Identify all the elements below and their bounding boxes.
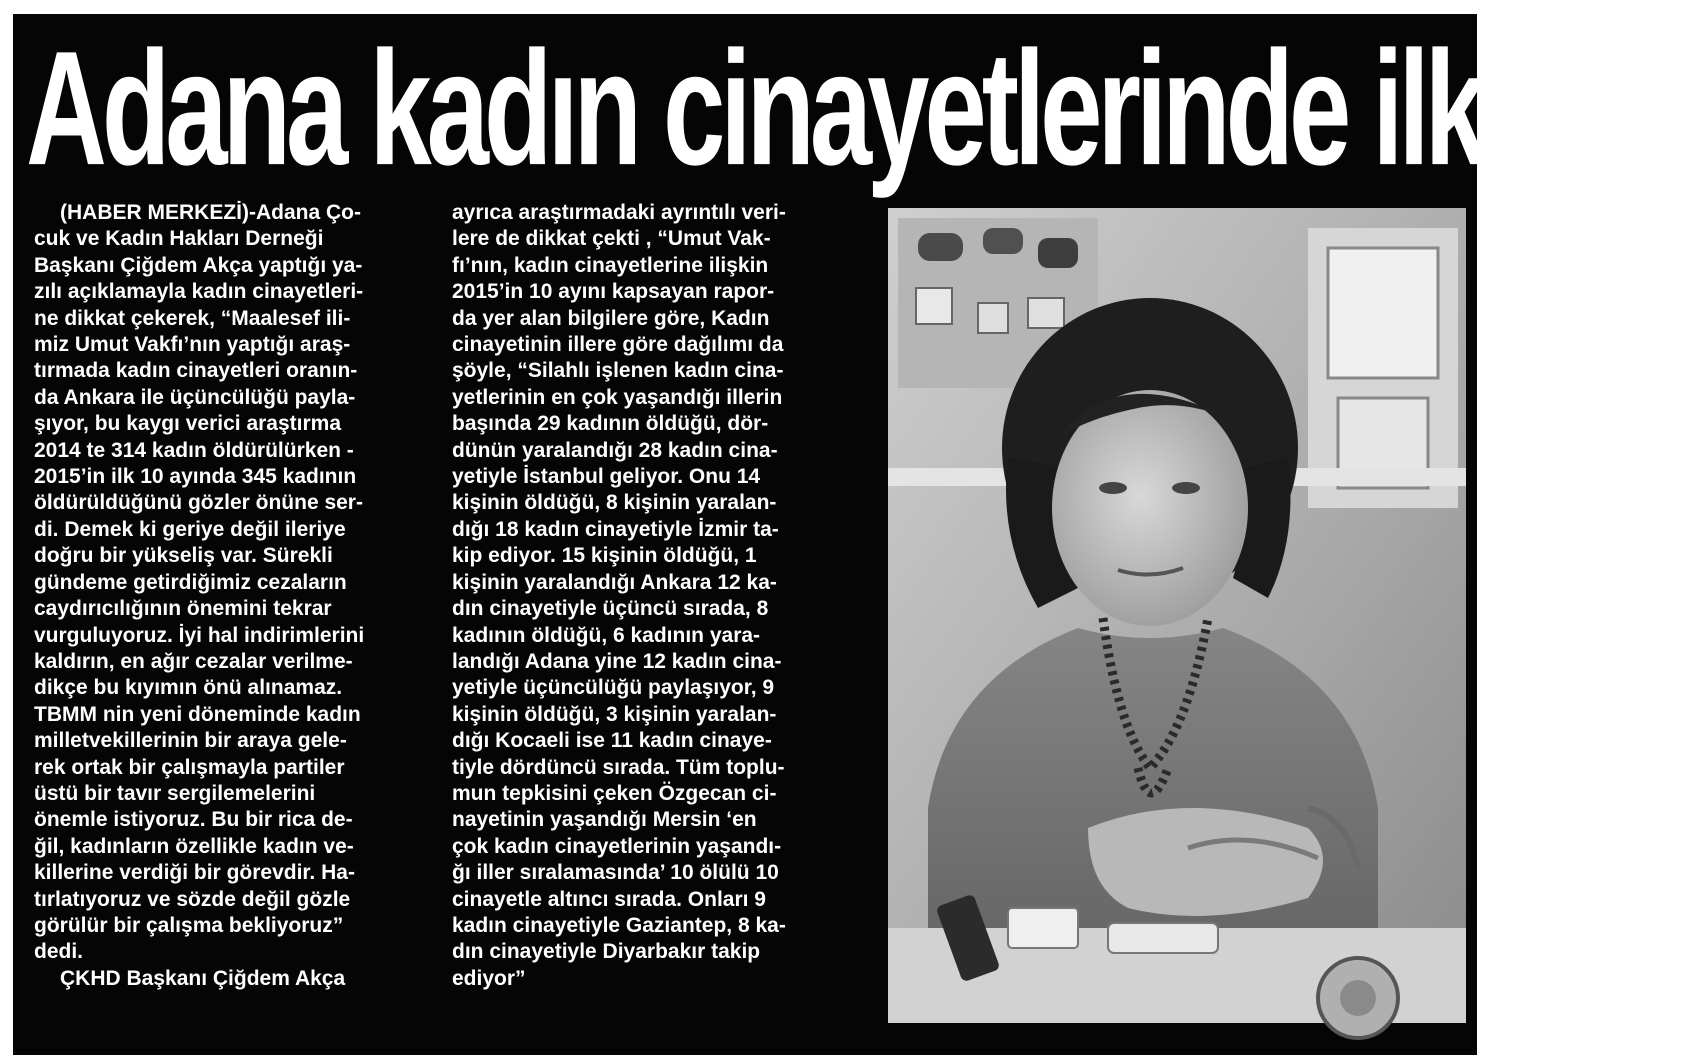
text-line: çok kadın cinayetlerinin yaşandı- <box>452 834 782 858</box>
text-line: killerine verdiği bir görevdir. Ha- <box>34 861 355 885</box>
paragraph-1 <box>34 200 404 966</box>
text-line: (HABER MERKEZİ)-Adana Ço- <box>60 201 361 224</box>
text-line: 2015’in ilk 10 ayında 345 kadının <box>34 465 357 489</box>
text-line: şöyle, “Silahlı işlenen kadın cina- <box>452 359 784 383</box>
text-line: tırlatıyoruz ve sözde değil gözle <box>34 887 351 911</box>
text-line: cinayetinin illere göre dağılımı da <box>452 333 784 357</box>
headline: Adana kadın cinayetlerinde ilk 3’te <box>26 17 1681 199</box>
text-line: dikçe bu kıyımın önü alınamaz. <box>34 676 343 700</box>
text-line: lere de dikkat çekti , “Umut Vak- <box>452 227 771 251</box>
text-line: dedi. <box>34 940 84 964</box>
text-line: zılı açıklamayla kadın cinayetleri- <box>34 280 364 304</box>
text-line: öldürüldüğünü gözler önüne ser- <box>34 491 363 515</box>
text-line: ediyor” <box>452 966 526 990</box>
text-line: ne dikkat çekerek, “Maalesef ili- <box>34 306 351 330</box>
text-line: Başkanı Çiğdem Akça yaptığı ya- <box>34 253 363 277</box>
text-line: milletvekillerinin bir araya gele- <box>34 729 347 753</box>
text-line: nayetinin yaşandığı Mersin ‘en <box>452 808 757 832</box>
paragraph-2 <box>34 966 404 992</box>
text-line: ğil, kadınların özellikle kadın ve- <box>34 834 354 858</box>
text-line: ayrıca araştırmadaki ayrıntılı veri- <box>452 201 786 224</box>
text-line: kadın cinayetiyle Gaziantep, 8 ka- <box>452 913 786 937</box>
text-line: tiyle dördüncü sırada. Tüm toplu- <box>452 755 785 779</box>
text-line: dığı 18 kadın cinayetiyle İzmir ta- <box>452 517 779 541</box>
portrait-photo <box>888 208 1466 1023</box>
text-line: da Ankara ile üçüncülüğü payla- <box>34 385 356 409</box>
text-line: cinayetle altıncı sırada. Onları 9 <box>452 887 766 911</box>
text-line: dın cinayetiyle Diyarbakır takip <box>452 940 761 964</box>
text-line: cuk ve Kadın Hakları Derneği <box>34 227 324 251</box>
text-line: kişinin yaralandığı Ankara 12 ka- <box>452 570 777 594</box>
text-line: 2014 te 314 kadın öldürülürken - <box>34 438 354 462</box>
text-line: tırmada kadın cinayetleri oranın- <box>34 359 358 383</box>
text-line: kaldırın, en ağır cezalar verilme- <box>34 649 353 673</box>
text-line: fı’nın, kadın cinayetlerine ilişkin <box>452 253 769 277</box>
text-line: ÇKHD Başkanı Çiğdem Akça <box>60 966 346 990</box>
text-line: 2015’in 10 ayını kapsayan rapor- <box>452 280 775 304</box>
text-line: da yer alan bilgilere göre, Kadın <box>452 306 770 330</box>
text-line: önemle istiyoruz. Bu bir rica de- <box>34 808 353 832</box>
text-line: TBMM nin yeni döneminde kadın <box>34 702 361 726</box>
text-line: dığı Kocaeli ise 11 kadın cinaye- <box>452 729 772 753</box>
text-line: kişinin öldüğü, 3 kişinin yaralan- <box>452 702 777 726</box>
article-column-2 <box>452 200 822 992</box>
text-line: mun tepkisini çeken Özgecan ci- <box>452 781 777 805</box>
text-line: yetiyle İstanbul geliyor. Onu 14 <box>452 465 761 489</box>
text-line: landığı Adana yine 12 kadın cina- <box>452 649 782 673</box>
article-column-1 <box>34 200 404 992</box>
text-line: di. Demek ki geriye değil ileriye <box>34 517 346 541</box>
text-line: vurguluyoruz. İyi hal indirimlerini <box>34 623 365 647</box>
text-line: rek ortak bir çalışmayla partiler <box>34 755 345 779</box>
text-line: doğru bir yükseliş var. Sürekli <box>34 544 333 568</box>
paragraph-2-continued <box>452 200 822 992</box>
text-line: gündeme getirdiğimiz cezaların <box>34 570 347 594</box>
text-line: dünün yaralandığı 28 kadın cina- <box>452 438 778 462</box>
text-line: başında 29 kadının öldüğü, dör- <box>452 412 769 436</box>
text-line: yetiyle üçüncülüğü paylaşıyor, 9 <box>452 676 775 700</box>
text-line: kişinin öldüğü, 8 kişinin yaralan- <box>452 491 777 515</box>
text-line: kip ediyor. 15 kişinin öldüğü, 1 <box>452 544 757 568</box>
text-line: kadının öldüğü, 6 kadının yara- <box>452 623 761 647</box>
text-line: ğı iller sıralamasında’ 10 ölülü 10 <box>452 861 779 885</box>
text-line: görülür bir çalışma bekliyoruz” <box>34 913 344 937</box>
text-line: yetlerinin en çok yaşandığı illerin <box>452 385 783 409</box>
portrait-illustration <box>888 208 1466 1023</box>
text-line: miz Umut Vakfı’nın yaptığı araş- <box>34 333 351 357</box>
text-line: üstü bir tavır sergilemelerini <box>34 781 316 805</box>
text-line: caydırıcılığının önemini tekrar <box>34 597 332 621</box>
text-line: dın cinayetiyle üçüncü sırada, 8 <box>452 597 769 621</box>
text-line: şıyor, bu kaygı verici araştırma <box>34 412 342 436</box>
